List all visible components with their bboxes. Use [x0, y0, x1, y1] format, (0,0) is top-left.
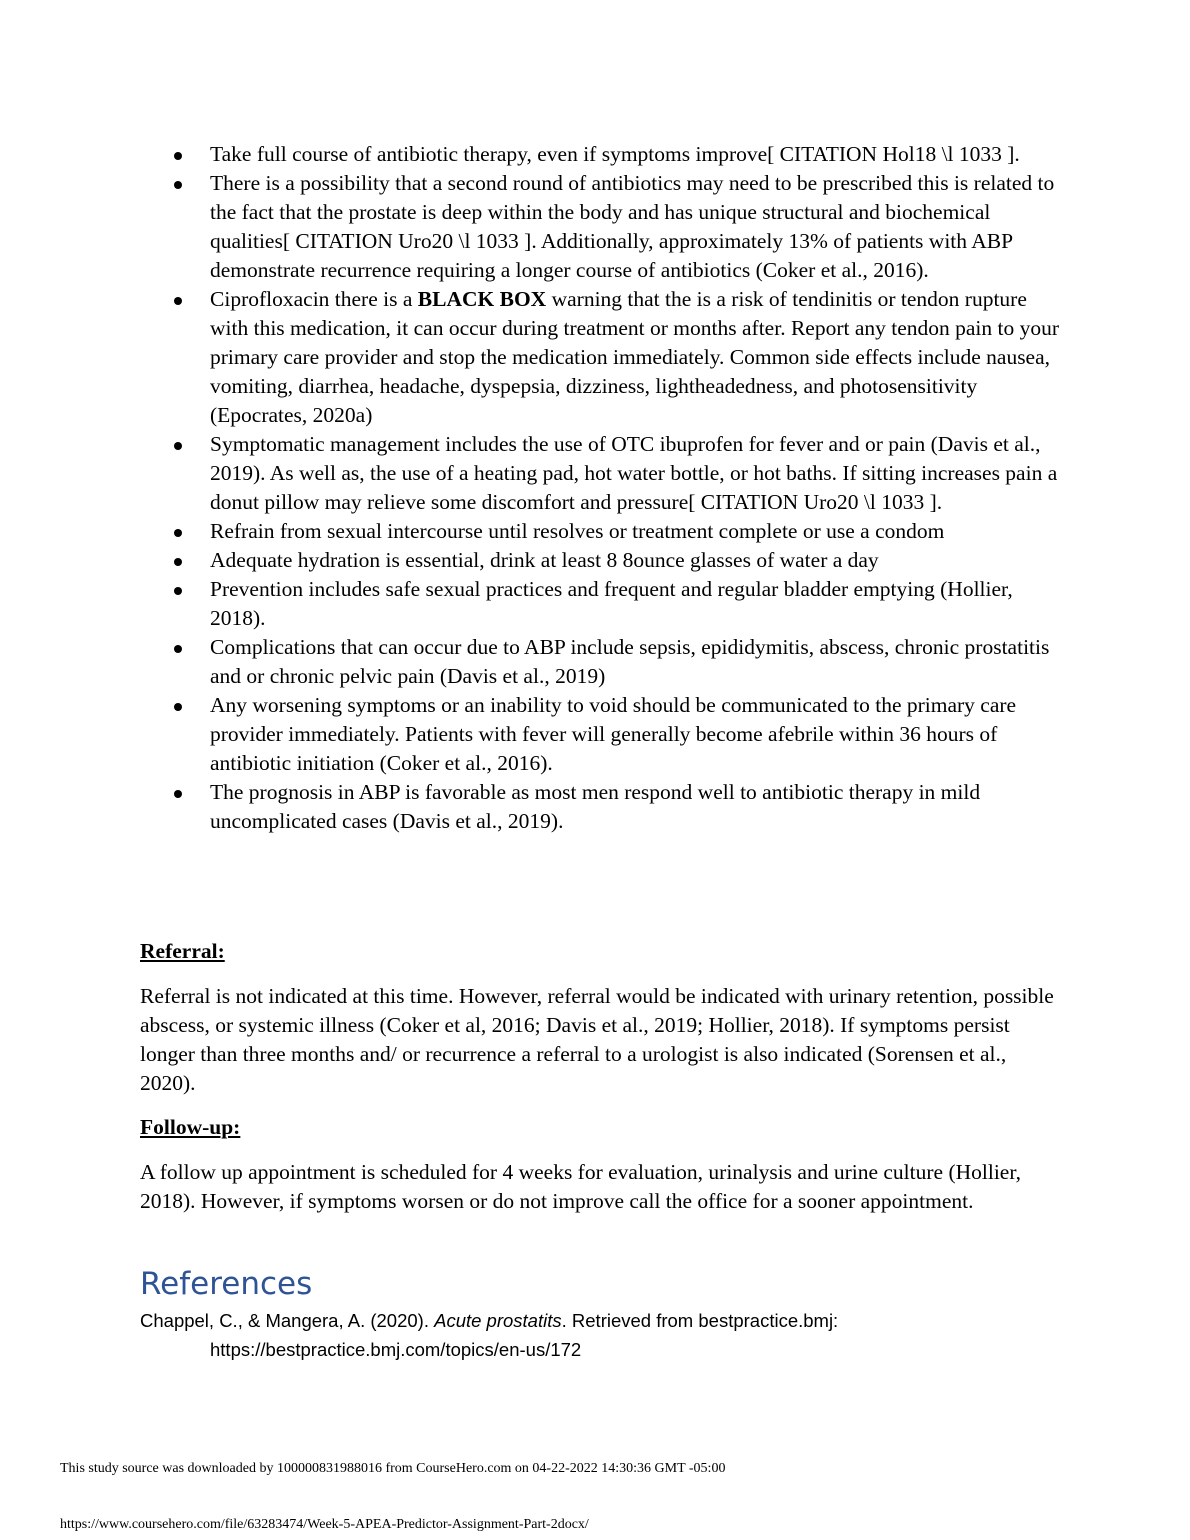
patient-education-list	[140, 140, 1060, 836]
referral-paragraph: Referral is not indicated at this time. However, referral would be indicated with urinary retention, possible abscess, or systemic illness (Coker et al, 2016; Davis et al., 2019; Hollier, 2018). If symptoms persist longer than three months and/ or recurrence a referral to a urologist is also indicated (Sorensen et al., 2020).	[140, 984, 1054, 1095]
bullet-icon	[174, 703, 182, 711]
list-item-text: Refrain from sexual intercourse until resolves or treatment complete or use a condom	[210, 519, 945, 543]
bullet-icon	[174, 587, 182, 595]
bullet-icon	[174, 442, 182, 450]
list-item	[140, 169, 1060, 285]
list-item-text: Prevention includes safe sexual practices and frequent and regular bladder emptying (Hollier, 2018).	[210, 577, 1013, 630]
download-note: This study source was downloaded by 100000831988016 from CourseHero.com on 04-22-2022 14:30:36 GMT -05:00	[60, 1461, 726, 1476]
list-item-text: Symptomatic management includes the use of OTC ibuprofen for fever and or pain (Davis et al., 2019). As well as, the use of a heating pad, hot water bottle, or hot baths. If sitting increases pain a donut pillow may relieve some discomfort and pressure[ CITATION Uro20 \l 1033 ].	[210, 432, 1058, 514]
source-url: https://www.coursehero.com/file/63283474/Week-5-APEA-Predictor-Assignment-Part-2docx/	[60, 1517, 589, 1532]
list-item	[140, 575, 1060, 633]
referral-heading: Referral:	[140, 939, 225, 963]
list-item-text: Any worsening symptoms or an inability to void should be communicated to the primary care provider immediately. Patients with fever will generally become afebrile within 36 hours of antibiotic initiation (Coker et al., 2016).	[210, 693, 1017, 775]
list-item-text-after: warning that the is a risk of tendinitis or tendon rupture with this medication, it can occur during treatment or months after. Report any tendon pain to your primary care provider and stop the medication immediately. Common side effects include nausea, vomiting, diarrhea, headache, dyspepsia, dizziness, lightheadedness, and photosensitivity (Epocrates, 2020a)	[210, 287, 1060, 427]
list-item	[140, 633, 1060, 691]
bullet-icon	[174, 790, 182, 798]
bullet-icon	[174, 529, 182, 537]
list-item	[140, 140, 1060, 169]
reference-title: Acute prostatits	[434, 1310, 562, 1331]
reference-entry	[140, 1306, 1110, 1364]
list-item-text-before: Ciprofloxacin there is a	[210, 287, 418, 311]
list-item	[140, 285, 1060, 430]
black-box-emphasis: BLACK BOX	[417, 287, 547, 311]
reference-authors: Chappel, C., & Mangera, A. (2020).	[140, 1310, 435, 1331]
list-item	[140, 691, 1060, 778]
bullet-icon	[174, 152, 182, 160]
list-item	[140, 546, 1060, 575]
followup-heading: Follow-up:	[140, 1115, 241, 1139]
list-item	[140, 778, 1060, 836]
list-item	[140, 430, 1060, 517]
list-item-text: The prognosis in ABP is favorable as most men respond well to antibiotic therapy in mild uncomplicated cases (Davis et al., 2019).	[210, 780, 981, 833]
list-item-text: Adequate hydration is essential, drink at least 8 8ounce glasses of water a day	[210, 548, 879, 572]
list-item	[140, 517, 1060, 546]
followup-paragraph: A follow up appointment is scheduled for 4 weeks for evaluation, urinalysis and urine culture (Hollier, 2018). However, if symptoms worsen or do not improve call the office for a sooner appointment.	[140, 1160, 1022, 1213]
bullet-icon	[174, 297, 182, 305]
reference-source: . Retrieved from bestpractice.bmj: https://bestpractice.bmj.com/topics/en-us/172	[210, 1310, 839, 1360]
list-item-text: Take full course of antibiotic therapy, even if symptoms improve[ CITATION Hol18 \l 1033 ].	[210, 142, 1020, 166]
list-item-text: Complications that can occur due to ABP include sepsis, epididymitis, abscess, chronic prostatitis and or chronic pelvic pain (Davis et al., 2019)	[210, 635, 1050, 688]
bullet-icon	[174, 558, 182, 566]
bullet-icon	[174, 645, 182, 653]
bullet-icon	[174, 181, 182, 189]
references-title: References	[140, 1266, 313, 1302]
list-item-text: There is a possibility that a second round of antibiotics may need to be prescribed this is related to the fact that the prostate is deep within the body and has unique structural and biochemical qualities[ CITATION Uro20 \l 1033 ]. Additionally, approximately 13% of patients with ABP demonstrate recurrence requiring a longer course of antibiotics (Coker et al., 2016).	[210, 171, 1055, 282]
